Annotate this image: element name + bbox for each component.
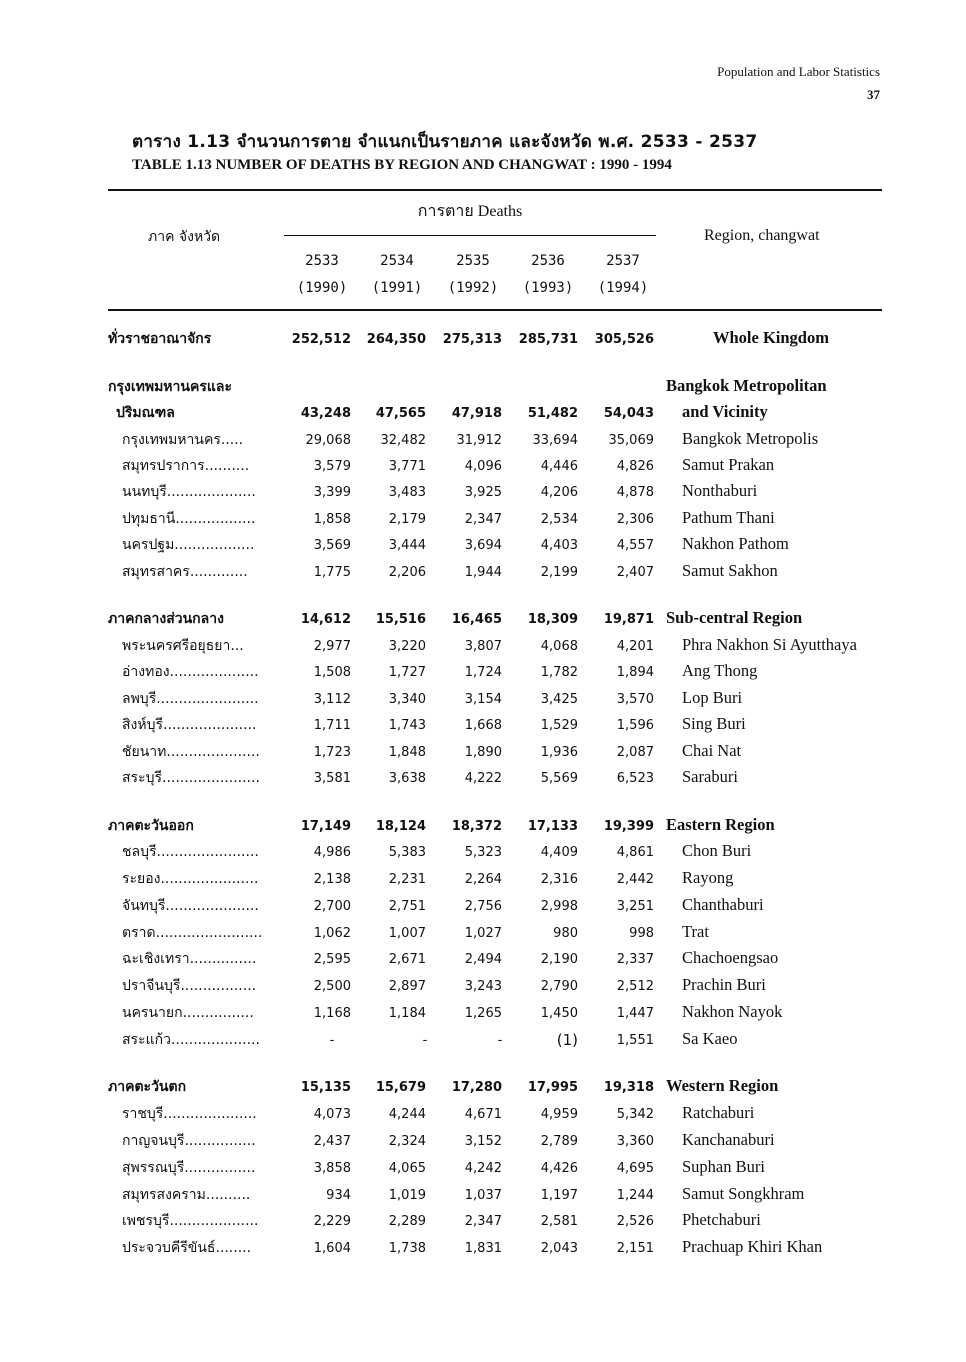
table-row xyxy=(0,868,966,894)
cell-value: 17,995 xyxy=(527,1080,578,1095)
row-label-thai: สมุทรสงคราม.......... xyxy=(122,1187,251,1203)
table-row xyxy=(0,1103,966,1129)
row-label-thai: ทั่วราชอาณาจักร xyxy=(108,331,212,347)
cell-value: 4,242 xyxy=(464,1161,502,1176)
cell-value: 2,407 xyxy=(616,565,654,580)
cell-value: 1,529 xyxy=(540,718,578,733)
row-label-thai: สมุทรปราการ.......... xyxy=(122,458,250,474)
cell-value: 3,638 xyxy=(388,771,426,786)
cell-value: 5,569 xyxy=(540,771,578,786)
cell-value: 2,581 xyxy=(540,1214,578,1229)
cell-value: 1,936 xyxy=(540,745,578,760)
cell-value: 51,482 xyxy=(527,406,578,421)
cell-value: 3,771 xyxy=(388,459,426,474)
year-ce-header: (1990) xyxy=(296,280,348,296)
cell-value: 3,251 xyxy=(616,899,654,914)
cell-value: 14,612 xyxy=(300,612,351,627)
cell-value: 35,069 xyxy=(608,433,654,448)
cell-value: 2,199 xyxy=(540,565,578,580)
row-label-thai: ปริมณฑล xyxy=(116,405,175,421)
cell-value: 47,918 xyxy=(451,406,502,421)
cell-value: 1,184 xyxy=(388,1006,426,1021)
table-row xyxy=(0,534,966,560)
cell-value: 1,890 xyxy=(464,745,502,760)
cell-value: 43,248 xyxy=(300,406,351,421)
cell-value: 3,243 xyxy=(464,979,502,994)
row-label-english: Nakhon Nayok xyxy=(682,1002,783,1021)
cell-value: 3,340 xyxy=(388,692,426,707)
row-label-english: Phetchaburi xyxy=(682,1210,761,1229)
cell-value: 47,565 xyxy=(375,406,426,421)
cell-value: 1,668 xyxy=(464,718,502,733)
cell-value: 4,073 xyxy=(313,1107,351,1122)
cell-value: 264,350 xyxy=(366,332,426,347)
table-row xyxy=(0,455,966,481)
cell-value: 54,043 xyxy=(603,406,654,421)
row-label-thai: นนทบุรี.................... xyxy=(122,484,256,500)
cell-value: 6,523 xyxy=(616,771,654,786)
row-label-english: and Vicinity xyxy=(682,402,768,421)
cell-value: 31,912 xyxy=(456,433,502,448)
cell-value: 275,313 xyxy=(442,332,502,347)
cell-value: 3,570 xyxy=(616,692,654,707)
cell-value: 1,894 xyxy=(616,665,654,680)
row-label-thai: ชลบุรี....................... xyxy=(122,844,259,860)
cell-value: 3,858 xyxy=(313,1161,351,1176)
cell-value: 3,444 xyxy=(388,538,426,553)
row-label-english: Chachoengsao xyxy=(682,948,779,967)
cell-value: 4,959 xyxy=(540,1107,578,1122)
cell-value: 3,154 xyxy=(464,692,502,707)
cell-value: 5,342 xyxy=(616,1107,654,1122)
cell-value: 1,775 xyxy=(313,565,351,580)
cell-value: 2,700 xyxy=(313,899,351,914)
cell-value: 1,037 xyxy=(464,1188,502,1203)
cell-value: 2,500 xyxy=(313,979,351,994)
table-row xyxy=(0,402,966,428)
row-label-thai: สระบุรี...................... xyxy=(122,770,260,786)
cell-value: 1,027 xyxy=(464,926,502,941)
cell-value: 3,399 xyxy=(313,485,351,500)
cell-value: 4,426 xyxy=(540,1161,578,1176)
cell-value: 2,337 xyxy=(616,952,654,967)
row-label-english: Prachuap Khiri Khan xyxy=(682,1237,823,1256)
cell-value: 2,324 xyxy=(388,1134,426,1149)
row-label-thai: นครนายก................ xyxy=(122,1005,254,1021)
cell-value: 4,671 xyxy=(464,1107,502,1122)
running-title: Population and Labor Statistics xyxy=(717,64,880,79)
cell-value: 2,289 xyxy=(388,1214,426,1229)
row-label-english: Pathum Thani xyxy=(682,508,775,527)
cell-value: 3,807 xyxy=(464,639,502,654)
cell-value: 1,265 xyxy=(464,1006,502,1021)
cell-value: 2,595 xyxy=(313,952,351,967)
year-be-header: 2536 xyxy=(531,253,565,269)
cell-value: 4,557 xyxy=(616,538,654,553)
cell-value: 2,512 xyxy=(616,979,654,994)
row-label-thai: ปทุมธานี.................. xyxy=(122,511,256,527)
page-number: 37 xyxy=(867,87,880,102)
row-label-english: Bangkok Metropolitan xyxy=(666,376,827,395)
row-label-english: Nonthaburi xyxy=(682,481,758,500)
cell-value: 29,068 xyxy=(305,433,351,448)
cell-value: 4,201 xyxy=(616,639,654,654)
cell-value: 2,306 xyxy=(616,512,654,527)
table-row xyxy=(0,1210,966,1236)
row-label-thai: ชัยนาท..................... xyxy=(122,744,260,760)
table-row xyxy=(0,815,966,841)
cell-value: 2,897 xyxy=(388,979,426,994)
cell-value: 2,998 xyxy=(540,899,578,914)
cell-value: 2,790 xyxy=(540,979,578,994)
row-label-english: Rayong xyxy=(682,868,734,887)
cell-value: 3,425 xyxy=(540,692,578,707)
row-label-english: Suphan Buri xyxy=(682,1157,765,1176)
cell-value: 1,831 xyxy=(464,1241,502,1256)
year-ce-header: (1992) xyxy=(447,280,499,296)
year-be-header: 2534 xyxy=(380,253,414,269)
cell-value: 2,190 xyxy=(540,952,578,967)
row-label-english: Chon Buri xyxy=(682,841,752,860)
cell-value: 32,482 xyxy=(380,433,426,448)
cell-value: 2,671 xyxy=(388,952,426,967)
cell-value: 3,220 xyxy=(388,639,426,654)
column-header-thai: ภาค จังหวัด xyxy=(148,229,221,245)
cell-value: 3,694 xyxy=(464,538,502,553)
row-label-thai: สระแก้ว.................... xyxy=(122,1032,260,1048)
cell-value: 2,442 xyxy=(616,872,654,887)
cell-value: 2,043 xyxy=(540,1241,578,1256)
cell-value: 19,399 xyxy=(603,819,654,834)
table-row xyxy=(0,561,966,587)
cell-value: 1,447 xyxy=(616,1006,654,1021)
row-label-english: Lop Buri xyxy=(682,688,743,707)
row-label-thai: ระยอง...................... xyxy=(122,871,259,887)
row-label-thai: นครปฐม.................. xyxy=(122,537,255,553)
top-rule xyxy=(108,189,882,191)
cell-value: 2,534 xyxy=(540,512,578,527)
cell-value: 2,347 xyxy=(464,1214,502,1229)
span-rule xyxy=(284,235,656,236)
row-label-english: Nakhon Pathom xyxy=(682,534,789,553)
cell-value: 15,679 xyxy=(375,1080,426,1095)
cell-value: 17,280 xyxy=(451,1080,502,1095)
row-label-english: Eastern Region xyxy=(666,815,775,834)
cell-value: 2,437 xyxy=(313,1134,351,1149)
year-ce-header: (1991) xyxy=(371,280,423,296)
cell-value: 15,516 xyxy=(375,612,426,627)
cell-value: 980 xyxy=(553,926,578,941)
cell-value: 19,871 xyxy=(603,612,654,627)
cell-value: 1,782 xyxy=(540,665,578,680)
year-be-header: 2537 xyxy=(606,253,640,269)
table-row xyxy=(0,608,966,634)
cell-value: 15,135 xyxy=(300,1080,351,1095)
row-label-english: Chanthaburi xyxy=(682,895,764,914)
row-label-thai: สิงห์บุรี..................... xyxy=(122,717,257,733)
cell-value: 305,526 xyxy=(594,332,654,347)
row-label-thai: กาญจนบุรี................ xyxy=(122,1133,256,1149)
row-label-english: Trat xyxy=(682,922,709,941)
cell-value: 3,925 xyxy=(464,485,502,500)
cell-value: 2,231 xyxy=(388,872,426,887)
row-label-thai: ราชบุรี..................... xyxy=(122,1106,257,1122)
row-label-english: Samut Songkhram xyxy=(682,1184,805,1203)
cell-value: 2,206 xyxy=(388,565,426,580)
cell-value: 2,179 xyxy=(388,512,426,527)
cell-value: 4,244 xyxy=(388,1107,426,1122)
cell-value: 2,789 xyxy=(540,1134,578,1149)
cell-value: 3,569 xyxy=(313,538,351,553)
table-row xyxy=(0,1076,966,1102)
cell-value: 252,512 xyxy=(291,332,351,347)
cell-value: 3,112 xyxy=(313,692,351,707)
cell-value: 4,096 xyxy=(464,459,502,474)
cell-value: 1,062 xyxy=(313,926,351,941)
cell-value: 4,065 xyxy=(388,1161,426,1176)
row-label-english: Samut Prakan xyxy=(682,455,775,474)
row-label-thai: กรุงเทพมหานคร..... xyxy=(122,432,244,448)
cell-value: 2,229 xyxy=(313,1214,351,1229)
column-header-english: Region, changwat xyxy=(704,227,820,244)
table-row xyxy=(0,429,966,455)
cell-value: 3,579 xyxy=(313,459,351,474)
cell-value: 1,723 xyxy=(313,745,351,760)
table-row xyxy=(0,328,966,354)
cell-value: 1,604 xyxy=(313,1241,351,1256)
cell-value: 4,878 xyxy=(616,485,654,500)
row-label-english: Kanchanaburi xyxy=(682,1130,775,1149)
row-label-english: Phra Nakhon Si Ayutthaya xyxy=(682,635,857,654)
row-label-english: Saraburi xyxy=(682,767,738,786)
row-label-thai: ภาคกลางส่วนกลาง xyxy=(108,611,224,627)
cell-value: 33,694 xyxy=(532,433,578,448)
cell-value: 3,360 xyxy=(616,1134,654,1149)
cell-value: 3,581 xyxy=(313,771,351,786)
cell-value: - xyxy=(422,1033,428,1048)
cell-value: 19,318 xyxy=(603,1080,654,1095)
cell-value: 4,695 xyxy=(616,1161,654,1176)
cell-value: 18,372 xyxy=(451,819,502,834)
table-title-english: TABLE 1.13 NUMBER OF DEATHS BY REGION AND CHANGWAT : 1990 - 1994 xyxy=(132,157,672,173)
cell-value: (1) xyxy=(556,1031,578,1049)
table-row xyxy=(0,688,966,714)
row-label-english: Sa Kaeo xyxy=(682,1029,738,1048)
cell-value: 18,309 xyxy=(527,612,578,627)
cell-value: 1,944 xyxy=(464,565,502,580)
cell-value: 5,323 xyxy=(464,845,502,860)
table-row xyxy=(0,741,966,767)
cell-value: 17,149 xyxy=(300,819,351,834)
cell-value: 3,483 xyxy=(388,485,426,500)
row-label-english: Western Region xyxy=(666,1076,779,1095)
cell-value: 4,986 xyxy=(313,845,351,860)
row-label-thai: เพชรบุรี.................... xyxy=(122,1213,259,1229)
cell-value: 4,403 xyxy=(540,538,578,553)
table-row xyxy=(0,1130,966,1156)
row-label-english: Sing Buri xyxy=(682,714,746,733)
cell-value: 1,743 xyxy=(388,718,426,733)
cell-value: 17,133 xyxy=(527,819,578,834)
cell-value: 1,019 xyxy=(388,1188,426,1203)
cell-value: 4,222 xyxy=(464,771,502,786)
cell-value: 2,316 xyxy=(540,872,578,887)
cell-value: 4,446 xyxy=(540,459,578,474)
year-ce-header: (1994) xyxy=(597,280,649,296)
year-be-header: 2533 xyxy=(305,253,339,269)
row-label-english: Prachin Buri xyxy=(682,975,766,994)
cell-value: - xyxy=(497,1033,503,1048)
cell-value: 2,138 xyxy=(313,872,351,887)
cell-value: 4,826 xyxy=(616,459,654,474)
header-rule xyxy=(108,309,882,311)
cell-value: 18,124 xyxy=(375,819,426,834)
table-row xyxy=(0,508,966,534)
cell-value: 2,756 xyxy=(464,899,502,914)
cell-value: 16,465 xyxy=(451,612,502,627)
cell-value: 3,152 xyxy=(464,1134,502,1149)
table-row xyxy=(0,635,966,661)
table-row xyxy=(0,714,966,740)
cell-value: 4,206 xyxy=(540,485,578,500)
cell-value: 2,977 xyxy=(313,639,351,654)
year-ce-header: (1993) xyxy=(522,280,574,296)
table-row xyxy=(0,376,966,402)
cell-value: 4,861 xyxy=(616,845,654,860)
cell-value: 1,197 xyxy=(540,1188,578,1203)
cell-value: 1,551 xyxy=(616,1033,654,1048)
row-label-thai: อ่างทอง.................... xyxy=(122,664,259,680)
row-label-thai: ประจวบคีรีขันธ์........ xyxy=(122,1240,252,1256)
cell-value: 2,494 xyxy=(464,952,502,967)
row-label-thai: จันทบุรี..................... xyxy=(122,898,259,914)
cell-value: 998 xyxy=(629,926,654,941)
cell-value: 5,383 xyxy=(388,845,426,860)
row-label-thai: ภาคตะวันตก xyxy=(108,1079,187,1095)
cell-value: 2,526 xyxy=(616,1214,654,1229)
cell-value: 1,738 xyxy=(388,1241,426,1256)
row-label-thai: สุพรรณบุรี................ xyxy=(122,1160,256,1176)
row-label-thai: ตราด........................ xyxy=(122,925,263,941)
cell-value: 1,711 xyxy=(313,718,351,733)
table-row xyxy=(0,841,966,867)
cell-value: 1,508 xyxy=(313,665,351,680)
cell-value: 2,151 xyxy=(616,1241,654,1256)
table-title-thai: ตาราง 1.13 จำนวนการตาย จำแนกเป็นรายภาค และจังหวัด พ.ศ. 2533 - 2537 xyxy=(132,132,758,152)
table-row xyxy=(0,1237,966,1263)
cell-value: 934 xyxy=(326,1188,351,1203)
row-label-thai: พระนครศรีอยุธยา... xyxy=(122,638,244,654)
cell-value: 4,409 xyxy=(540,845,578,860)
cell-value: 1,727 xyxy=(388,665,426,680)
cell-value: 2,264 xyxy=(464,872,502,887)
table-row xyxy=(0,922,966,948)
cell-value: - xyxy=(329,1033,335,1048)
table-row xyxy=(0,1002,966,1028)
row-label-english: Chai Nat xyxy=(682,741,742,760)
row-label-thai: กรุงเทพมหานครและ xyxy=(108,379,232,395)
cell-value: 1,724 xyxy=(464,665,502,680)
table-row xyxy=(0,1184,966,1210)
table-row xyxy=(0,895,966,921)
row-label-thai: ปราจีนบุรี................. xyxy=(122,978,257,994)
cell-value: 2,087 xyxy=(616,745,654,760)
cell-value: 1,596 xyxy=(616,718,654,733)
row-label-english: Ratchaburi xyxy=(682,1103,755,1122)
row-label-english: Ang Thong xyxy=(682,661,758,680)
cell-value: 4,068 xyxy=(540,639,578,654)
table-row xyxy=(0,661,966,687)
cell-value: 1,858 xyxy=(313,512,351,527)
row-label-english: Samut Sakhon xyxy=(682,561,778,580)
row-label-thai: สมุทรสาคร............. xyxy=(122,564,248,580)
cell-value: 2,751 xyxy=(388,899,426,914)
row-label-thai: ภาคตะวันออก xyxy=(108,818,194,834)
deaths-span-header: การตาย Deaths xyxy=(417,203,523,220)
table-row xyxy=(0,481,966,507)
cell-value: 1,007 xyxy=(388,926,426,941)
table-row xyxy=(0,948,966,974)
cell-value: 285,731 xyxy=(518,332,578,347)
row-label-english: Sub-central Region xyxy=(666,608,803,627)
cell-value: 1,244 xyxy=(616,1188,654,1203)
cell-value: 1,168 xyxy=(313,1006,351,1021)
cell-value: 1,450 xyxy=(540,1006,578,1021)
year-be-header: 2535 xyxy=(456,253,490,269)
row-label-thai: ฉะเชิงเทรา............... xyxy=(122,951,257,967)
row-label-english: Bangkok Metropolis xyxy=(682,429,819,448)
cell-value: 2,347 xyxy=(464,512,502,527)
table-row xyxy=(0,1029,966,1055)
table-row xyxy=(0,767,966,793)
table-row xyxy=(0,1157,966,1183)
cell-value: 1,848 xyxy=(388,745,426,760)
row-label-english: Whole Kingdom xyxy=(713,328,829,347)
table-row xyxy=(0,975,966,1001)
row-label-thai: ลพบุรี....................... xyxy=(122,691,259,707)
